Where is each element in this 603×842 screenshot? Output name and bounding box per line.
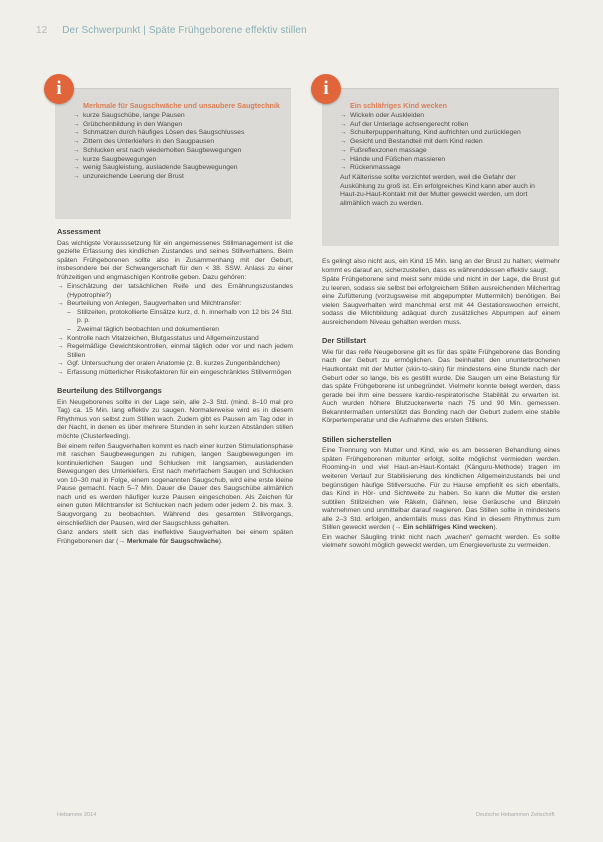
box-note: Auf Kälterisse sollte verzichtet werden, weil die Gefahr der Auskühlung zu groß ist. Ein erfolgreiches Kind kann aber auch in Haut-zu-Haut-Kontakt mit der Mutter geweckt werden, um dort allmählich wach zu werden. bbox=[340, 173, 535, 208]
list-item: – Zweimal täglich beobachten und dokumentieren bbox=[57, 326, 293, 335]
list-item: → Kontrolle nach Vitalzeichen, Blutgasstatus und Allgemeinzustand bbox=[57, 335, 293, 344]
footer-right: Deutsche Hebammen Zeitschrift bbox=[476, 812, 555, 818]
assessment-list bbox=[57, 283, 293, 377]
section-heading: Beurteilung des Stillvorgangs bbox=[57, 386, 162, 396]
page-number: 12 bbox=[36, 25, 48, 36]
paragraph: Das wichtigste Vorausssetzung für ein angemessenes Stillmanagement ist die gezielte Erfassung des kindlichen Zustandes und seines Stillverhaltens. Beim späten Frühgeborenen sollte also in Zusammenhang mit der Geburt, insbesondere bei der Schwangerschaft für den < 38. SSW. Anlass zu einer frühzeitigen und engmaschigen Kontrolle geben. Dazu gehören: bbox=[57, 239, 293, 281]
list-item: → kurze Saugschübe, lange Pausen bbox=[73, 112, 283, 121]
right-column bbox=[322, 258, 560, 552]
list-item: → unzureichende Leerung der Brust bbox=[73, 173, 283, 182]
info-icon: i bbox=[44, 74, 74, 104]
list-item: → Fußreflexzonen massage bbox=[340, 147, 551, 156]
paragraph: Es gelingt also nicht aus, ein Kind 15 Min. lang an der Brust zu halten; vielmehr kommt es darauf an, sicherzustellen, dass es währenddessen effektiv saugt. bbox=[322, 258, 560, 274]
list-item: – Stillzeiten, protokollierte Einsätze kurz, d. h. innerhalb von 12 bis 24 Std. p. p. bbox=[57, 309, 293, 326]
info-box-saugschwaeche bbox=[55, 88, 291, 219]
list-item: → Schmatzen durch häufiges Lösen des Saugschlusses bbox=[73, 129, 283, 138]
running-header bbox=[36, 25, 307, 36]
list-item: → Ggf. Untersuchung der oralen Anatomie (z. B. kurzes Zungenbändchen) bbox=[57, 360, 293, 369]
cross-reference: → Ein schläfriges Kind wecken bbox=[394, 524, 494, 532]
box-title: Merkmale für Saugschwäche und unsaubere Saugtechnik bbox=[83, 101, 280, 110]
list-item: → Wickeln oder Auskleiden bbox=[340, 112, 551, 121]
box-list bbox=[65, 112, 283, 182]
list-item: → Gesicht und Bestandteil mit dem Kind reden bbox=[340, 138, 551, 147]
section-heading: Assessment bbox=[57, 227, 101, 236]
text: ). bbox=[493, 524, 498, 532]
box-title: Ein schläfriges Kind wecken bbox=[350, 101, 448, 110]
list-item: → Schlucken erst nach wiederholten Saugbewegungen bbox=[73, 147, 283, 156]
text: Ganz anders stellt sich das ineffektive Saugverhalten bei einem späten Frühgeborenen dar ( bbox=[57, 529, 293, 545]
paragraph: Ein wacher Säugling trinkt nicht nach „wachen" gemacht werden. Es sollte vielmehr sowohl möglich geweckt werden, um Energieverluste zu vermeiden. bbox=[322, 533, 560, 550]
left-column bbox=[57, 228, 293, 547]
list-item: → Erfassung mütterlicher Risikofaktoren für ein eingeschränktes Stillvermögen bbox=[57, 369, 293, 378]
section-heading: Stillen sicherstellen bbox=[322, 434, 392, 444]
paragraph: Ein Neugeborenes sollte in der Lage sein, alle 2–3 Std. (mind. 8–10 mal pro Tag) ca. 15 Min. lang effektiv zu saugen. Normalerweise wird es in diesem Rhythmus von selbst zum Stillen wach. Zudem gibt es Pausen am Tag oder in der Nacht, in denen es über mehrere Stunden in sehr kurzen Abständen stillen möchte (Clusterfeeding). bbox=[57, 398, 293, 441]
box-list bbox=[332, 112, 551, 173]
list-item: → Regelmäßige Gewichtskontrollen, einmal täglich oder vor und nach jedem Stillen bbox=[57, 343, 293, 360]
list-item: → kurze Saugbewegungen bbox=[73, 156, 283, 165]
list-item: → Grübchenbildung in den Wangen bbox=[73, 121, 283, 130]
text: ). bbox=[218, 537, 223, 545]
info-icon: i bbox=[311, 74, 341, 104]
text: Eine Trennung von Mutter und Kind, wie es am besseren Behandlung eines späten Frühgeborenen mitunter erfolgt, sollte möglichst vermieden werden. Rooming-in und viel Haut-an-Haut-Kontakt (Känguru-Methode) tragen im weiteren Verlauf zur Stabilisierung des kindlichen Allgemeinzustands bei und begünstigen häufige Stillversuche. Für zu Hause empfiehlt es sich ebenfalls, das Kind in Hör- und Sichtweite zu haben. So kann die Mutter die ersten subtilen Stillzeichen wie Räkeln, Gähnen, leise Geräusche und Blinzeln wahrnehmen und unmittelbar darauf reagieren. Das Stillen sollte in mindestens alle 2–3 Std. erfolgen, andernfalls muss das Kind in diesem Rhythmus zum Stillen geweckt werden ( bbox=[322, 447, 560, 532]
list-item: → Zittern des Unterkiefers in den Saugpausen bbox=[73, 138, 283, 147]
list-item: → wenig Saugleistung, ausladende Saugbewegungen bbox=[73, 164, 283, 173]
paragraph: Späte Frühgeborene sind meist sehr müde und nicht in der Lage, die Brust gut zu leeren, sodass sie selbst bei erfolgreichem Stillen ausreichenden Milchertrag eine Zufütterung (vorzugsweise mit abgepumpter Muttermilch) benötigen. Bei vielen Saugverhalten wird manchmal erst mit 44 Gestationswochen erreicht, sodass die Milchbildung adäquat durch zusätzliches Abpumpen auf einem ausreichendem Niveau gehalten werden muss. bbox=[322, 276, 560, 326]
cross-reference: → Merkmale für Saugschwäche bbox=[118, 537, 219, 545]
paragraph bbox=[322, 447, 560, 532]
footer-left: Hebamme 2014 bbox=[57, 812, 97, 818]
list-item: → Einschätzung der tatsächlichen Reife und des Ernährungszustandes (Hypotrophie?) bbox=[57, 283, 293, 300]
section-heading: Der Stillstart bbox=[322, 336, 366, 346]
list-item: → Rückenmassage bbox=[340, 164, 551, 173]
info-box-schlaefriges-kind bbox=[322, 88, 559, 246]
paragraph: Bei einem reifen Saugverhalten kommt es nach einer kurzen Stimulationsphase mit raschen Saugbewegungen zu ruhigen, langen Saugbewegungen im kontinuierlichen Saugen und Schlucken mit langsamen, ausladenden Bewegungen des Unterkiefers. Erst nach mehrfachem Saugen und Schlucken von 10–30 mal in Folge, einem sogenannten Saugschub, wird eine erste kleine Pause gemacht. Nach 5–7 Min. Dauer die Dauer des Saugschübe allmählich nach und es werden häufiger kurze Pausen eingeschoben. Als Zeichen für einen guten Milchtransfer ist Schlucken nach jedem oder jedem 2. bis max. 3. Saugvorgang zu beobachten. Während des gesamten Stillvorgangs, einschließlich der Pausen, wird der Saugschluss gehalten. bbox=[57, 442, 293, 527]
paragraph: Wie für das reife Neugeborene gilt es für das späte Frühgeborene das Bonding nach der Geburt zu ermöglichen. Das beinhaltet den ununterbrochenen Hautkontakt mit der Mutter (skin-to-skin) für mindestens eine Stunde nach der Geburt oder so lange, bis es gestillt wurde. Die Saugen um eine Belastung für das späte Frühgeborene ist unbegründet. Vielmehr konnte belegt werden, dass gerade bei ihm eine bessere kardio-respiratorische Stabilität zu erwarten ist. Auch wurden höhere Blutzuckerwerte nach 75 und 90 Min. gemessen. Bekanntermaßen unterstützt das Bonding nach der Geburt zudem eine stabile Körpertemperatur und die Aufnahme des ersten Stillens. bbox=[322, 348, 560, 425]
list-item: → Beurteilung von Anlegen, Saugverhalten und Milchtransfer: bbox=[57, 300, 293, 309]
paragraph bbox=[57, 529, 293, 546]
list-item: → Hände und Füßchen massieren bbox=[340, 156, 551, 165]
header-title: Der Schwerpunkt | Späte Frühgeborene effektiv stillen bbox=[62, 25, 307, 36]
list-item: → Auf der Unterlage achsengerecht rollen bbox=[340, 121, 551, 130]
list-item: → Schulterpuppenhaltung, Kind aufrichten und zurücklegen bbox=[340, 129, 551, 138]
